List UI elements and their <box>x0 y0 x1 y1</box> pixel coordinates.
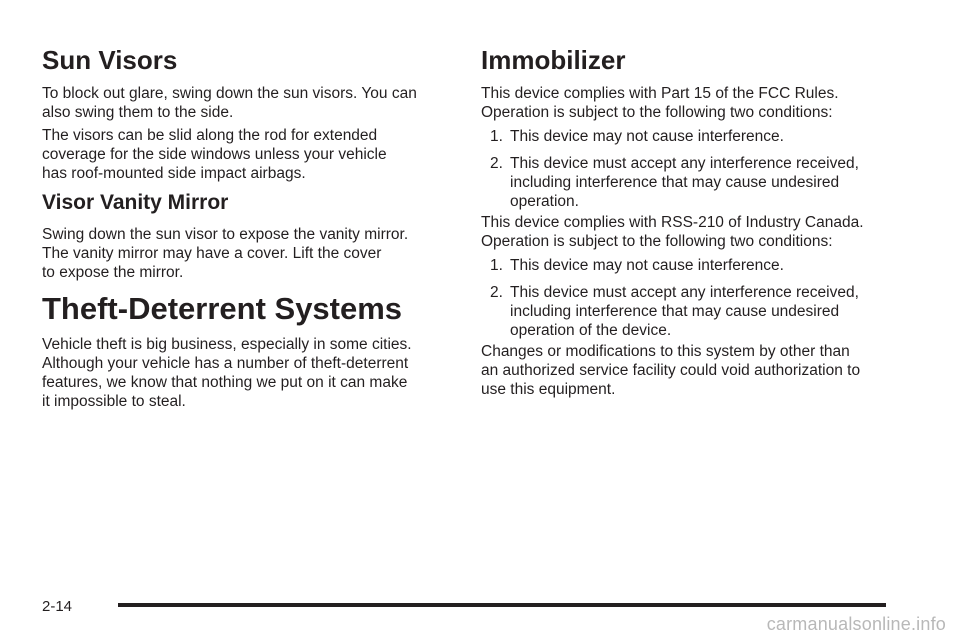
sun-visors-heading: Sun Visors <box>42 45 178 75</box>
list-item: 2. This device must accept any interference received, including interference that may cause undesired operation of the device. <box>490 284 859 339</box>
theft-deterrent-paragraph: Vehicle theft is big business, especially in some cities. Although your vehicle has a number of theft-deterrent features, we know that nothing we put on it can make it impossible to steal. <box>42 336 412 410</box>
fcc-paragraph: This device complies with Part 15 of the FCC Rules. Operation is subject to the following two conditions: <box>481 85 839 121</box>
immobilizer-heading: Immobilizer <box>481 45 626 75</box>
fcc-condition-list <box>481 127 859 211</box>
page-number: 2-14 <box>42 598 73 615</box>
rss-paragraph: This device complies with RSS-210 of Industry Canada. Operation is subject to the following two conditions: <box>481 214 864 250</box>
modifications-paragraph: Changes or modifications to this system by other than an authorized service facility could void authorization to use this equipment. <box>481 343 861 398</box>
sun-visors-paragraph-2: The visors can be slid along the rod for extended coverage for the side windows unless your vehicle has roof-mounted side impact airbags. <box>42 127 387 182</box>
rss-condition-list <box>481 256 859 340</box>
sun-visors-paragraph-1: To block out glare, swing down the sun visors. You can also swing them to the side. <box>42 85 417 121</box>
list-item: 1. This device may not cause interference. <box>490 128 784 145</box>
list-item: 2. This device must accept any interference received, including interference that may cause undesired operation. <box>490 155 859 210</box>
visor-vanity-mirror-paragraph: Swing down the sun visor to expose the vanity mirror. The vanity mirror may have a cover. Lift the cover to expose the mirror. <box>42 226 409 281</box>
footer-rule <box>118 603 886 607</box>
visor-vanity-mirror-heading: Visor Vanity Mirror <box>42 191 229 214</box>
list-item: 1. This device may not cause interference. <box>490 257 784 274</box>
theft-deterrent-heading: Theft-Deterrent Systems <box>42 291 403 326</box>
watermark: carmanualsonline.info <box>766 614 946 634</box>
